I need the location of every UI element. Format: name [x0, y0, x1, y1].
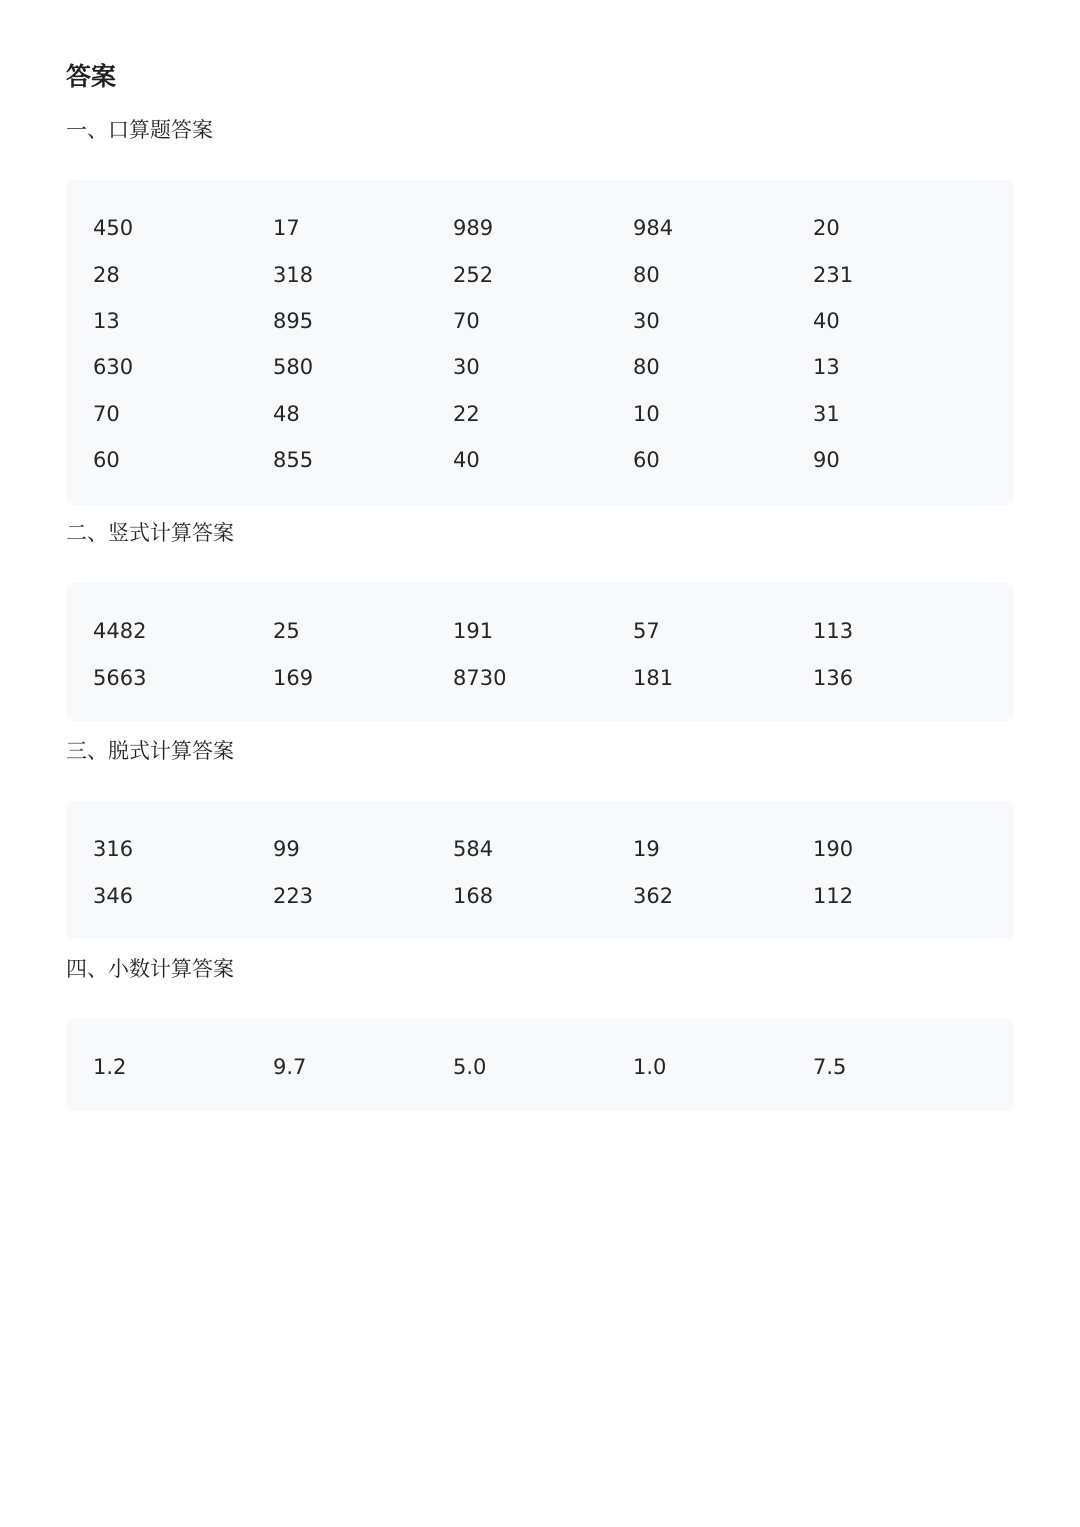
answer-cell: 316: [93, 837, 134, 861]
answer-row: [66, 881, 1014, 911]
answer-cell: 169: [273, 666, 314, 690]
answer-cell: 31: [813, 402, 840, 426]
answer-row: [66, 663, 1014, 693]
answer-box-oral: [66, 180, 1014, 505]
answer-cell: 19: [633, 837, 660, 861]
answer-cell: 318: [273, 263, 314, 287]
answer-cell: 181: [633, 666, 674, 690]
answer-cell: 112: [813, 884, 854, 908]
answer-box-decimal: [66, 1019, 1014, 1111]
answer-cell: 25: [273, 619, 300, 643]
answer-cell: 9.7: [273, 1055, 307, 1079]
answer-cell: 90: [813, 448, 840, 472]
answer-cell: 5663: [93, 666, 147, 690]
answer-cell: 48: [273, 402, 300, 426]
answer-cell: 17: [273, 216, 300, 240]
answer-cell: 13: [813, 355, 840, 379]
answer-cell: 80: [633, 355, 660, 379]
answer-cell: 70: [453, 309, 480, 333]
answer-row: [66, 352, 1014, 382]
answer-cell: 580: [273, 355, 314, 379]
answer-cell: 362: [633, 884, 674, 908]
answer-cell: 136: [813, 666, 854, 690]
answer-cell: 989: [453, 216, 494, 240]
answer-cell: 40: [813, 309, 840, 333]
answer-cell: 252: [453, 263, 494, 287]
section-heading-stepwise: 三、脱式计算答案: [66, 739, 234, 763]
answer-cell: 60: [93, 448, 120, 472]
answer-cell: 99: [273, 837, 300, 861]
answer-row: [66, 1052, 1014, 1082]
answer-cell: 855: [273, 448, 314, 472]
answer-cell: 450: [93, 216, 134, 240]
answer-cell: 70: [93, 402, 120, 426]
answer-cell: 30: [633, 309, 660, 333]
answer-cell: 80: [633, 263, 660, 287]
answer-cell: 231: [813, 263, 854, 287]
answer-cell: 191: [453, 619, 494, 643]
answer-cell: 13: [93, 309, 120, 333]
answer-row: [66, 834, 1014, 864]
answer-cell: 1.2: [93, 1055, 127, 1079]
answer-cell: 630: [93, 355, 134, 379]
answer-cell: 60: [633, 448, 660, 472]
answer-box-stepwise: [66, 801, 1014, 939]
section-heading-oral: 一、口算题答案: [66, 118, 213, 142]
answer-cell: 168: [453, 884, 494, 908]
section-heading-vertical: 二、竖式计算答案: [66, 521, 234, 545]
answer-cell: 8730: [453, 666, 507, 690]
answer-cell: 984: [633, 216, 674, 240]
answer-cell: 10: [633, 402, 660, 426]
answer-row: [66, 306, 1014, 336]
answer-row: [66, 399, 1014, 429]
answer-cell: 57: [633, 619, 660, 643]
answer-cell: 28: [93, 263, 120, 287]
answer-cell: 584: [453, 837, 494, 861]
answer-row: [66, 616, 1014, 646]
answer-cell: 113: [813, 619, 854, 643]
answer-row: [66, 213, 1014, 243]
answer-cell: 223: [273, 884, 314, 908]
section-heading-decimal: 四、小数计算答案: [66, 957, 234, 981]
answer-cell: 5.0: [453, 1055, 487, 1079]
answer-cell: 4482: [93, 619, 147, 643]
answer-box-vertical: [66, 583, 1014, 721]
page-title: 答案: [66, 62, 117, 91]
answer-cell: 190: [813, 837, 854, 861]
answer-cell: 895: [273, 309, 314, 333]
answer-row: [66, 445, 1014, 475]
answer-cell: 7.5: [813, 1055, 847, 1079]
answer-row: [66, 260, 1014, 290]
answer-cell: 20: [813, 216, 840, 240]
answer-cell: 22: [453, 402, 480, 426]
answer-cell: 30: [453, 355, 480, 379]
answer-cell: 40: [453, 448, 480, 472]
answer-cell: 346: [93, 884, 134, 908]
answer-cell: 1.0: [633, 1055, 667, 1079]
